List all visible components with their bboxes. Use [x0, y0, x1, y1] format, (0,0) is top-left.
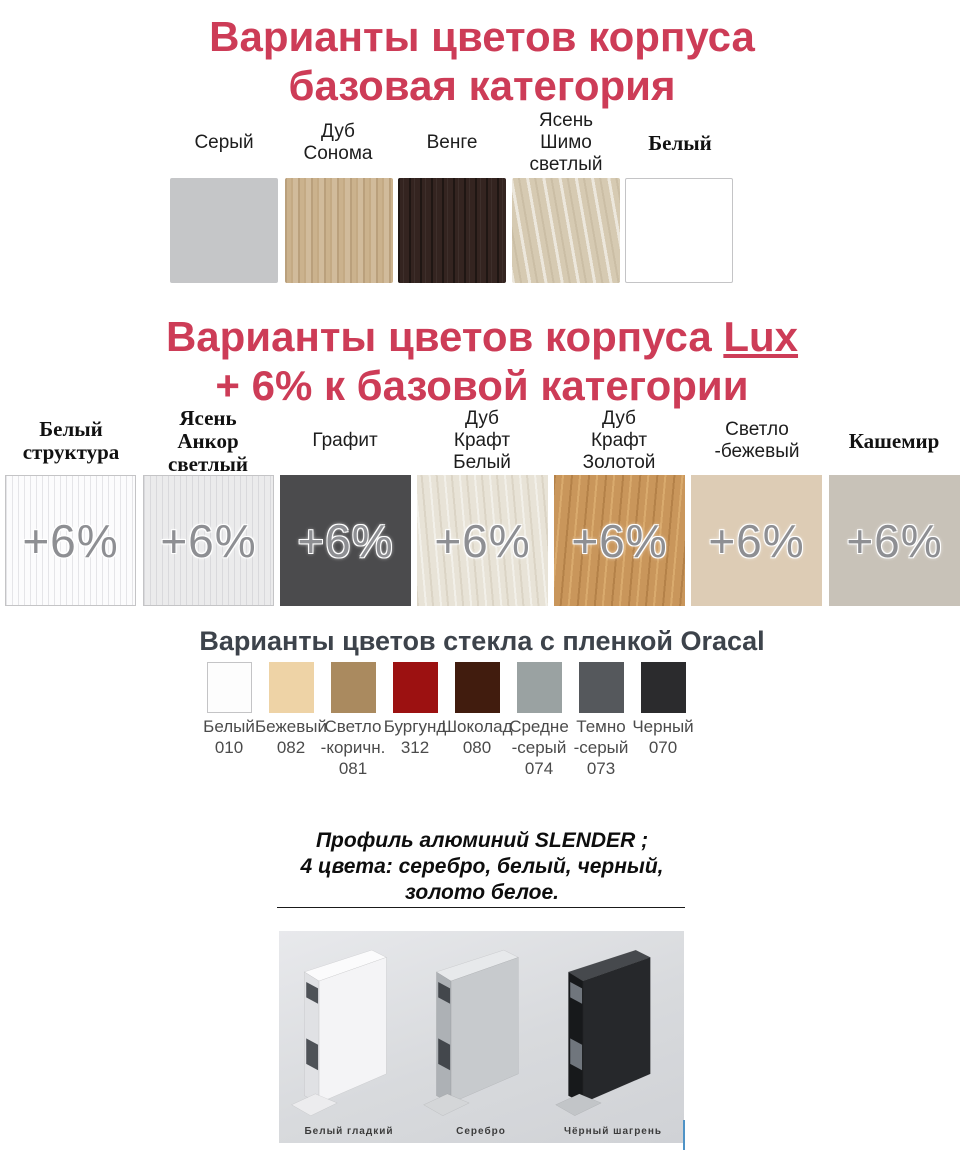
- lux-title-lux-word: Lux: [723, 313, 799, 360]
- oracal-title: Варианты цветов стекла с пленкой Oracal: [199, 626, 765, 656]
- oracal-swatch-burgundy: [393, 662, 438, 713]
- lux-swatch-cashmere: [829, 475, 960, 606]
- oracal-label-mid-gray: Средне -серый 074: [509, 717, 569, 778]
- profile-image-silver: [419, 941, 543, 1123]
- lux-label-ash-anchor: Ясень Анкор светлый: [167, 405, 249, 476]
- oracal-swatch-mid-gray: [517, 662, 562, 713]
- swatch-oak-sonoma: [285, 178, 393, 283]
- oracal-label-burgundy: Бургунд 312: [383, 717, 447, 757]
- lux-label-cashmere: Кашемир: [848, 428, 940, 453]
- oracal-label-light-brown: Светло -коричн. 081: [320, 717, 386, 778]
- swatch-label-oak-sonoma: Дуб Сонома: [303, 121, 373, 164]
- oracal-swatch-light-brown: [331, 662, 376, 713]
- oracal-swatch-white: [207, 662, 252, 713]
- swatch-gray: [170, 178, 278, 283]
- lux-swatch-light-beige: [691, 475, 822, 606]
- swatch-wenge: [398, 178, 506, 283]
- surcharge-label: +6%: [708, 514, 805, 567]
- profile-image-black: [551, 941, 675, 1123]
- oracal-label-chocolate: Шоколад 080: [441, 717, 513, 757]
- photo-label-silver: Серебро: [456, 1126, 506, 1137]
- lux-label-graphite: Графит: [312, 430, 378, 451]
- profile-text-line3: золото белое.: [404, 881, 559, 904]
- oracal-swatch-beige: [269, 662, 314, 713]
- base-title-line2: базовая категория: [288, 62, 676, 109]
- lux-swatch-kraft-gold: [554, 475, 685, 606]
- lux-swatch-ash-anchor: [143, 475, 274, 606]
- profile-text-line2: 4 цвета: серебро, белый, черный,: [300, 855, 664, 878]
- oracal-label-white: Белый 010: [203, 717, 255, 757]
- base-title: [0, 12, 964, 110]
- cursor-caret-mark: [683, 1120, 685, 1150]
- profile-image-white: [287, 941, 411, 1123]
- surcharge-label: +6%: [434, 514, 531, 567]
- base-title-line1: Варианты цветов корпуса: [209, 13, 755, 60]
- swatch-white: [625, 178, 733, 283]
- lux-swatch-white-structure: [5, 475, 136, 606]
- swatch-label-white: Белый: [648, 130, 712, 155]
- surcharge-label: +6%: [22, 514, 119, 567]
- lux-label-light-beige: Светло -бежевый: [714, 419, 800, 462]
- oracal-swatch-black: [641, 662, 686, 713]
- photo-label-white-smooth: Белый гладкий: [304, 1126, 394, 1137]
- surcharge-label: +6%: [571, 514, 668, 567]
- surcharge-label: +6%: [846, 514, 943, 567]
- oracal-label-beige: Бежевый 082: [255, 717, 327, 757]
- lux-title-line1: [0, 312, 964, 361]
- lux-title-line2: + 6% к базовой категории: [215, 362, 749, 409]
- swatch-label-gray: Серый: [194, 132, 254, 153]
- lux-label-white-structure: Белый структура: [22, 417, 120, 464]
- surcharge-label: +6%: [297, 514, 394, 567]
- divider-line: [277, 907, 685, 908]
- lux-swatch-graphite: [280, 475, 411, 606]
- swatch-label-wenge: Венге: [426, 132, 478, 153]
- surcharge-label: +6%: [160, 514, 257, 567]
- profile-text-line1: Профиль алюминий SLENDER ;: [315, 829, 649, 852]
- oracal-label-dark-gray: Темно -серый 073: [573, 717, 629, 778]
- swatch-ash-shimo: [512, 178, 620, 283]
- lux-title-prefix: Варианты цветов корпуса: [165, 313, 724, 360]
- lux-swatch-kraft-white: [417, 475, 548, 606]
- oracal-swatch-chocolate: [455, 662, 500, 713]
- profile-photo: [279, 931, 684, 1143]
- oracal-swatch-dark-gray: [579, 662, 624, 713]
- swatch-label-ash-shimo: Ясень Шимо светлый: [529, 110, 603, 175]
- oracal-label-black: Черный 070: [632, 717, 694, 757]
- photo-label-black-shagreen: Чёрный шагрень: [563, 1126, 663, 1137]
- lux-label-kraft-white: Дуб Крафт Белый: [453, 408, 511, 473]
- lux-title: [0, 312, 964, 410]
- profile-description: [0, 828, 964, 906]
- lux-label-kraft-gold: Дуб Крафт Золотой: [582, 408, 656, 473]
